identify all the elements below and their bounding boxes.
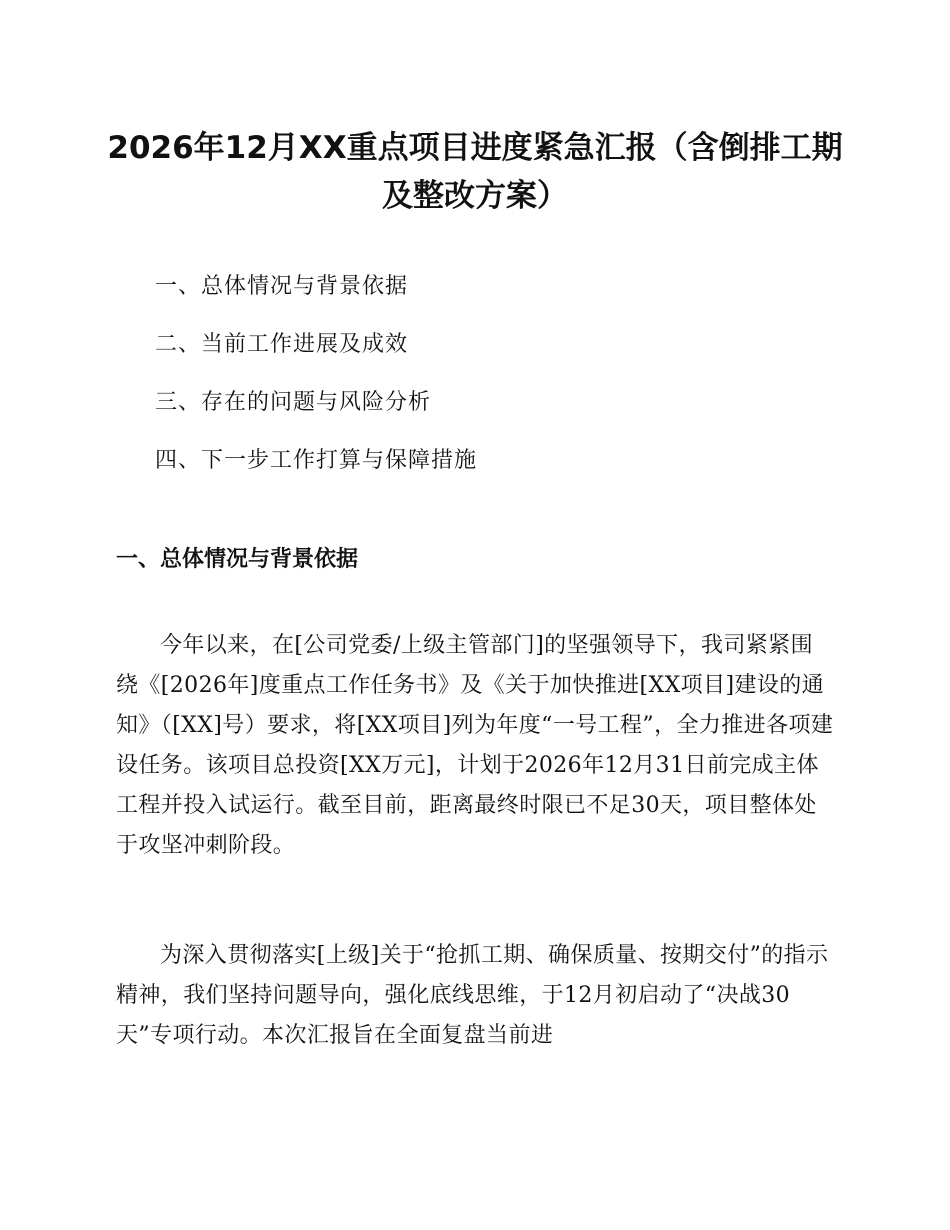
body-paragraph-1: 今年以来，在[公司党委/上级主管部门]的坚强领导下，我司紧紧围绕《[2026年]度重点工作任务书》及《关于加快推进[XX项目]建设的通知》（[XX]号）要求，将[XX项目]列为年度“一号工程”，全力推进各项建设任务。该项目总投资[XX万元]，计划于2026年12月31日前完成主体工程并投入试运行。截至目前，距离最终时限已不足30天，项目整体处于攻坚冲刺阶段。 bbox=[116, 633, 834, 858]
body-paragraph-2: 为深入贯彻落实[上级]关于“抢抓工期、确保质量、按期交付”的指示精神，我们坚持问题导向，强化底线思维，于12月初启动了“决战30天”专项行动。本次汇报旨在全面复盘当前进 bbox=[116, 943, 829, 1048]
toc-item-4: 四、下一步工作打算与保障措施 bbox=[155, 448, 478, 473]
document-title: 2026年12月XX重点项目进度紧急汇报（含倒排工期及整改方案） bbox=[107, 130, 843, 214]
toc-item-1: 一、总体情况与背景依据 bbox=[155, 274, 409, 299]
section-heading-1: 一、总体情况与背景依据 bbox=[116, 547, 359, 572]
toc-item-3: 三、存在的问题与风险分析 bbox=[155, 390, 432, 415]
table-of-contents bbox=[155, 265, 477, 497]
toc-item-2: 二、当前工作进展及成效 bbox=[155, 332, 409, 357]
